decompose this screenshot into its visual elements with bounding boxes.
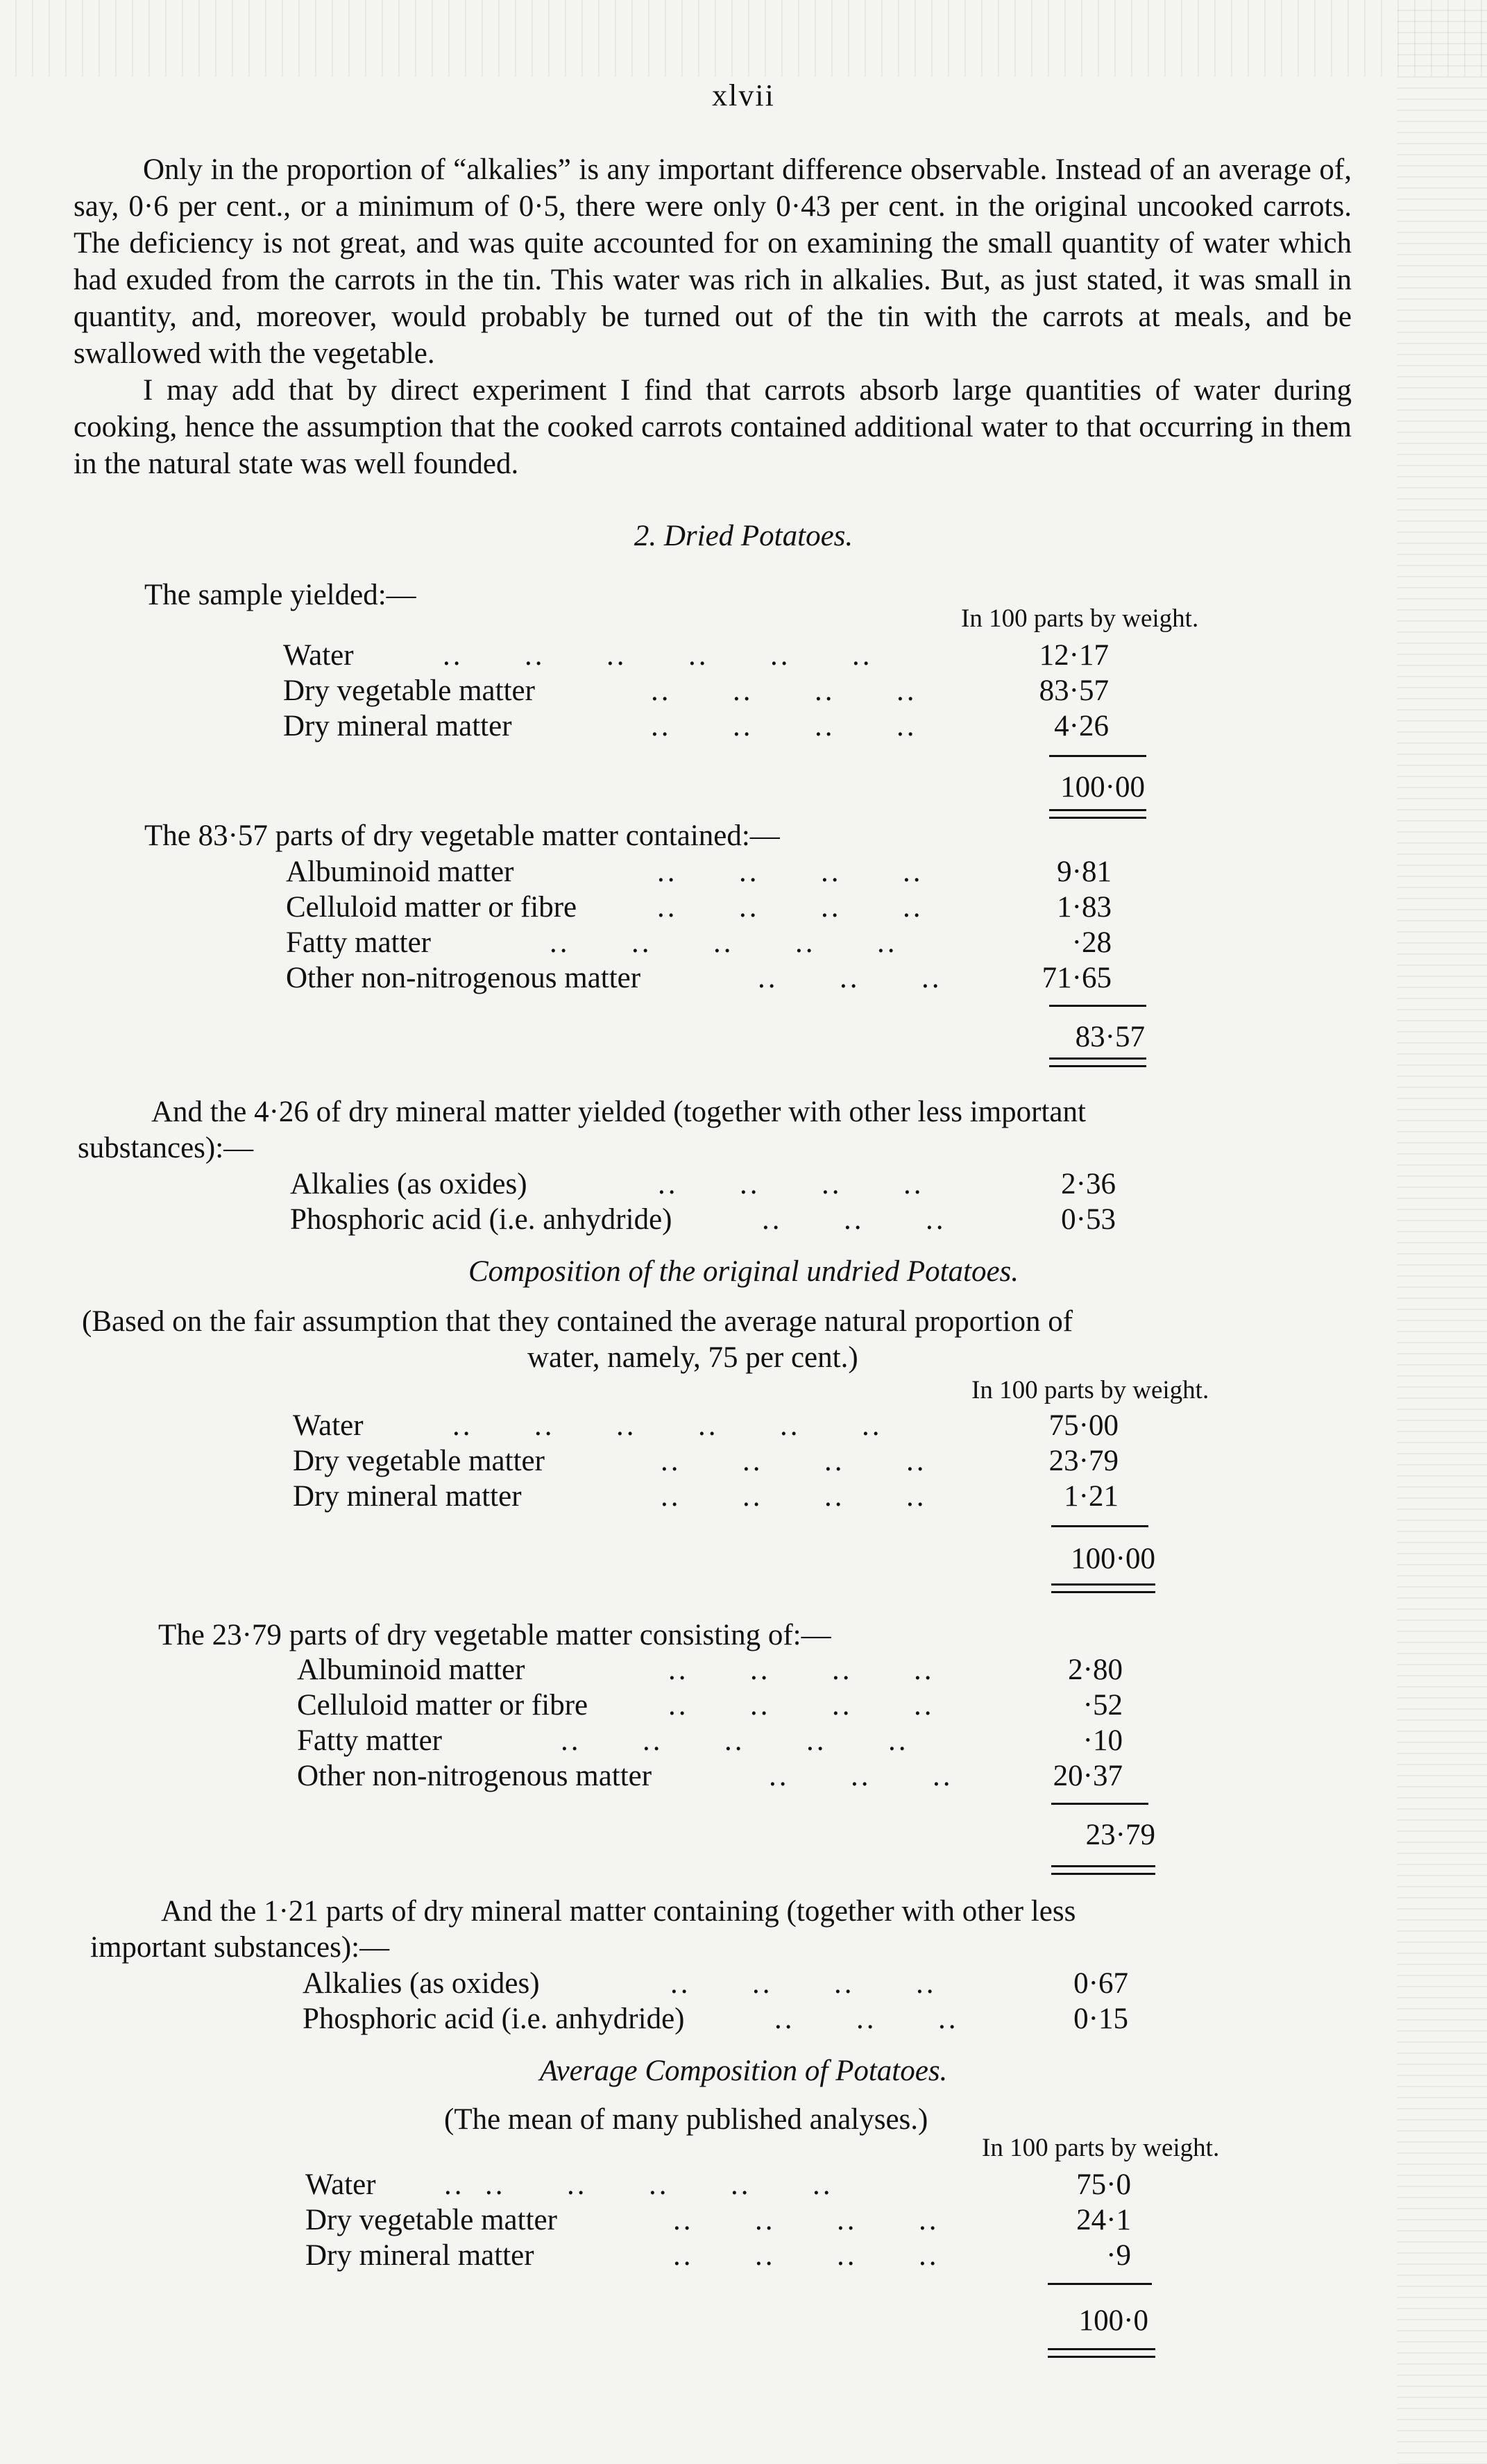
row-value: 71·65 bbox=[1042, 962, 1112, 994]
row-value: 20·37 bbox=[1053, 1760, 1123, 1792]
subtotal-rule bbox=[1048, 2283, 1152, 2285]
row-value: 23·79 bbox=[1048, 1445, 1119, 1477]
table-row: Dry mineral matter .. .. .. .. 4·26 bbox=[283, 710, 1109, 742]
average-note: (The mean of many published analyses.) bbox=[444, 2103, 928, 2136]
table-row: Dry vegetable matter .. .. .. .. 24·1 bbox=[305, 2204, 1131, 2236]
table-row: Celluloid matter or fibre .. .. .. .. 1·83 bbox=[286, 891, 1112, 924]
subtotal-rule bbox=[1049, 755, 1146, 757]
row-label: Water bbox=[283, 639, 354, 672]
table-row: Dry mineral matter .. .. .. .. 1·21 bbox=[293, 1480, 1119, 1513]
table-row: Water .. .. .. .. .. .. 75·00 bbox=[293, 1409, 1119, 1442]
scan-noise-top bbox=[0, 0, 1487, 76]
section-heading bbox=[0, 519, 1487, 553]
row-value: 75·0 bbox=[1076, 2168, 1131, 2201]
row-label: Albuminoid matter bbox=[297, 1654, 525, 1686]
table-row: Fatty matter .. .. .. .. .. ·28 bbox=[286, 926, 1112, 959]
dried-veg-table bbox=[286, 855, 1188, 996]
row-value: 2·36 bbox=[1061, 1168, 1116, 1200]
original-note-1: (Based on the fair assumption that they contained the average natural proportion of bbox=[82, 1305, 1073, 1338]
table-row: Alkalies (as oxides) .. .. .. .. 0·67 bbox=[303, 1967, 1128, 2000]
page-number: xlvii bbox=[712, 78, 775, 112]
dried-total: 100·00 bbox=[1060, 771, 1145, 804]
table-row: Water .. .. .. .. .. .. 75·0 bbox=[305, 2168, 1131, 2201]
row-label: Water bbox=[293, 1409, 364, 1442]
row-label: Phosphoric acid (i.e. anhydride) bbox=[303, 2003, 685, 2035]
average-heading: Average Composition of Potatoes. bbox=[539, 2055, 948, 2087]
table-row: Phosphoric acid (i.e. anhydride) .. .. .. 0·15 bbox=[303, 2003, 1128, 2035]
row-value: 1·83 bbox=[1057, 891, 1112, 924]
table-row: Dry vegetable matter .. .. .. .. 83·57 bbox=[283, 674, 1109, 707]
section-heading-text: 2. Dried Potatoes. bbox=[634, 520, 853, 552]
subtotal-rule bbox=[1049, 1005, 1146, 1007]
row-value: ·9 bbox=[1106, 2239, 1131, 2272]
table-row: Albuminoid matter .. .. .. .. 2·80 bbox=[297, 1654, 1123, 1686]
original-veg-total: 23·79 bbox=[1085, 1819, 1155, 1851]
row-label: Dry vegetable matter bbox=[283, 674, 535, 707]
original-min-table bbox=[303, 1966, 1205, 2037]
row-value: 2·80 bbox=[1068, 1654, 1123, 1686]
table-row: Alkalies (as oxides) .. .. .. .. 2·36 bbox=[290, 1168, 1116, 1200]
dried-min-intro-1: And the 4·26 of dry mineral matter yielded (together with other less important bbox=[151, 1096, 1086, 1128]
row-label: Fatty matter bbox=[297, 1724, 442, 1757]
table-row: Dry mineral matter .. .. .. .. ·9 bbox=[305, 2239, 1131, 2272]
row-value: 0·15 bbox=[1073, 2003, 1128, 2035]
total-double-rule bbox=[1048, 2348, 1155, 2358]
dried-veg-intro: The 83·57 parts of dry vegetable matter contained:— bbox=[144, 819, 780, 852]
row-label: Dry mineral matter bbox=[305, 2239, 534, 2272]
original-min-intro-1: And the 1·21 parts of dry mineral matter containing (together with other less bbox=[161, 1895, 1076, 1928]
paragraph-2: I may add that by direct experiment I find that carrots absorb large quantities of water during cooking, hence the assumption that the cooked carrots contained additional water to that occurring in them in the natural state was well founded. bbox=[74, 374, 1352, 480]
row-value: 0·67 bbox=[1073, 1967, 1128, 2000]
row-label: Alkalies (as oxides) bbox=[303, 1967, 540, 2000]
row-label: Celluloid matter or fibre bbox=[286, 891, 577, 924]
total-double-rule bbox=[1049, 809, 1146, 819]
original-total: 100·00 bbox=[1071, 1543, 1155, 1575]
row-label: Alkalies (as oxides) bbox=[290, 1168, 527, 1200]
row-label: Dry mineral matter bbox=[283, 710, 512, 742]
table-row: Other non-nitrogenous matter .. .. .. 71·65 bbox=[286, 962, 1112, 994]
row-label: Celluloid matter or fibre bbox=[297, 1689, 588, 1722]
total-double-rule bbox=[1051, 1583, 1155, 1593]
original-veg-table bbox=[297, 1653, 1199, 1794]
scan-noise-right bbox=[1397, 0, 1487, 2464]
table-row: Water .. .. .. .. .. .. 12·17 bbox=[283, 639, 1109, 672]
row-value: ·52 bbox=[1082, 1689, 1123, 1722]
row-label: Dry vegetable matter bbox=[305, 2204, 557, 2236]
row-value: 9·81 bbox=[1057, 856, 1112, 888]
table-row: Phosphoric acid (i.e. anhydride) .. .. .. 0·53 bbox=[290, 1203, 1116, 1236]
row-label: Fatty matter bbox=[286, 926, 431, 959]
table-row: Albuminoid matter .. .. .. .. 9·81 bbox=[286, 856, 1112, 888]
row-label: Other non-nitrogenous matter bbox=[297, 1760, 652, 1792]
total-double-rule bbox=[1051, 1865, 1155, 1875]
original-note-2: water, namely, 75 per cent.) bbox=[527, 1341, 858, 1374]
average-table bbox=[305, 2168, 1207, 2274]
original-veg-intro: The 23·79 parts of dry vegetable matter consisting of:— bbox=[158, 1619, 831, 1651]
body-text bbox=[74, 151, 1352, 482]
dried-table bbox=[283, 638, 1185, 745]
row-value: ·10 bbox=[1082, 1724, 1123, 1757]
average-total: 100·0 bbox=[1078, 2304, 1148, 2337]
average-column-head: In 100 parts by weight. bbox=[982, 2134, 1220, 2162]
table-row: Celluloid matter or fibre .. .. .. .. ·52 bbox=[297, 1689, 1123, 1722]
row-value: 24·1 bbox=[1076, 2204, 1131, 2236]
table-row: Dry vegetable matter .. .. .. .. 23·79 bbox=[293, 1445, 1119, 1477]
row-value: ·28 bbox=[1071, 926, 1112, 959]
row-value: 12·17 bbox=[1039, 639, 1109, 672]
row-label: Phosphoric acid (i.e. anhydride) bbox=[290, 1203, 672, 1236]
row-label: Dry vegetable matter bbox=[293, 1445, 545, 1477]
row-label: Water bbox=[305, 2168, 376, 2201]
total-double-rule bbox=[1049, 1057, 1146, 1067]
row-value: 75·00 bbox=[1048, 1409, 1119, 1442]
original-table bbox=[293, 1409, 1195, 1515]
row-label: Dry mineral matter bbox=[293, 1480, 522, 1513]
table-row: Fatty matter .. .. .. .. .. ·10 bbox=[297, 1724, 1123, 1757]
dried-column-head: In 100 parts by weight. bbox=[961, 604, 1199, 633]
subtotal-rule bbox=[1051, 1525, 1148, 1527]
original-heading: Composition of the original undried Potatoes. bbox=[468, 1255, 1019, 1288]
row-value: 83·57 bbox=[1039, 674, 1109, 707]
original-min-intro-2: important substances):— bbox=[90, 1931, 390, 1964]
row-value: 0·53 bbox=[1061, 1203, 1116, 1236]
subtotal-rule bbox=[1051, 1803, 1148, 1805]
dried-intro: The sample yielded:— bbox=[144, 579, 416, 611]
row-label: Other non-nitrogenous matter bbox=[286, 962, 641, 994]
table-row: Other non-nitrogenous matter .. .. .. 20·37 bbox=[297, 1760, 1123, 1792]
row-label: Albuminoid matter bbox=[286, 856, 514, 888]
dried-veg-total: 83·57 bbox=[1075, 1021, 1145, 1053]
paragraph-1: Only in the proportion of “alkalies” is any important difference observable. Instead of an average of, say, 0·6 per cent., or a minimum of 0·5, there were only 0·43 per cent. in the original uncooked carrots. The deficiency is not great, and was quite accounted for on examining the small quantity of water which had exuded from the carrots in the tin. This water was rich in alkalies. But, as just stated, it was small in quantity, and, moreover, would probably be turned out of the tin with the carrots at meals, and be swallowed with the vegetable. bbox=[74, 153, 1352, 370]
row-value: 4·26 bbox=[1054, 710, 1109, 742]
dried-min-table bbox=[290, 1167, 1192, 1238]
dried-min-intro-2: substances):— bbox=[78, 1132, 254, 1164]
original-column-head: In 100 parts by weight. bbox=[971, 1376, 1209, 1404]
row-value: 1·21 bbox=[1064, 1480, 1119, 1513]
